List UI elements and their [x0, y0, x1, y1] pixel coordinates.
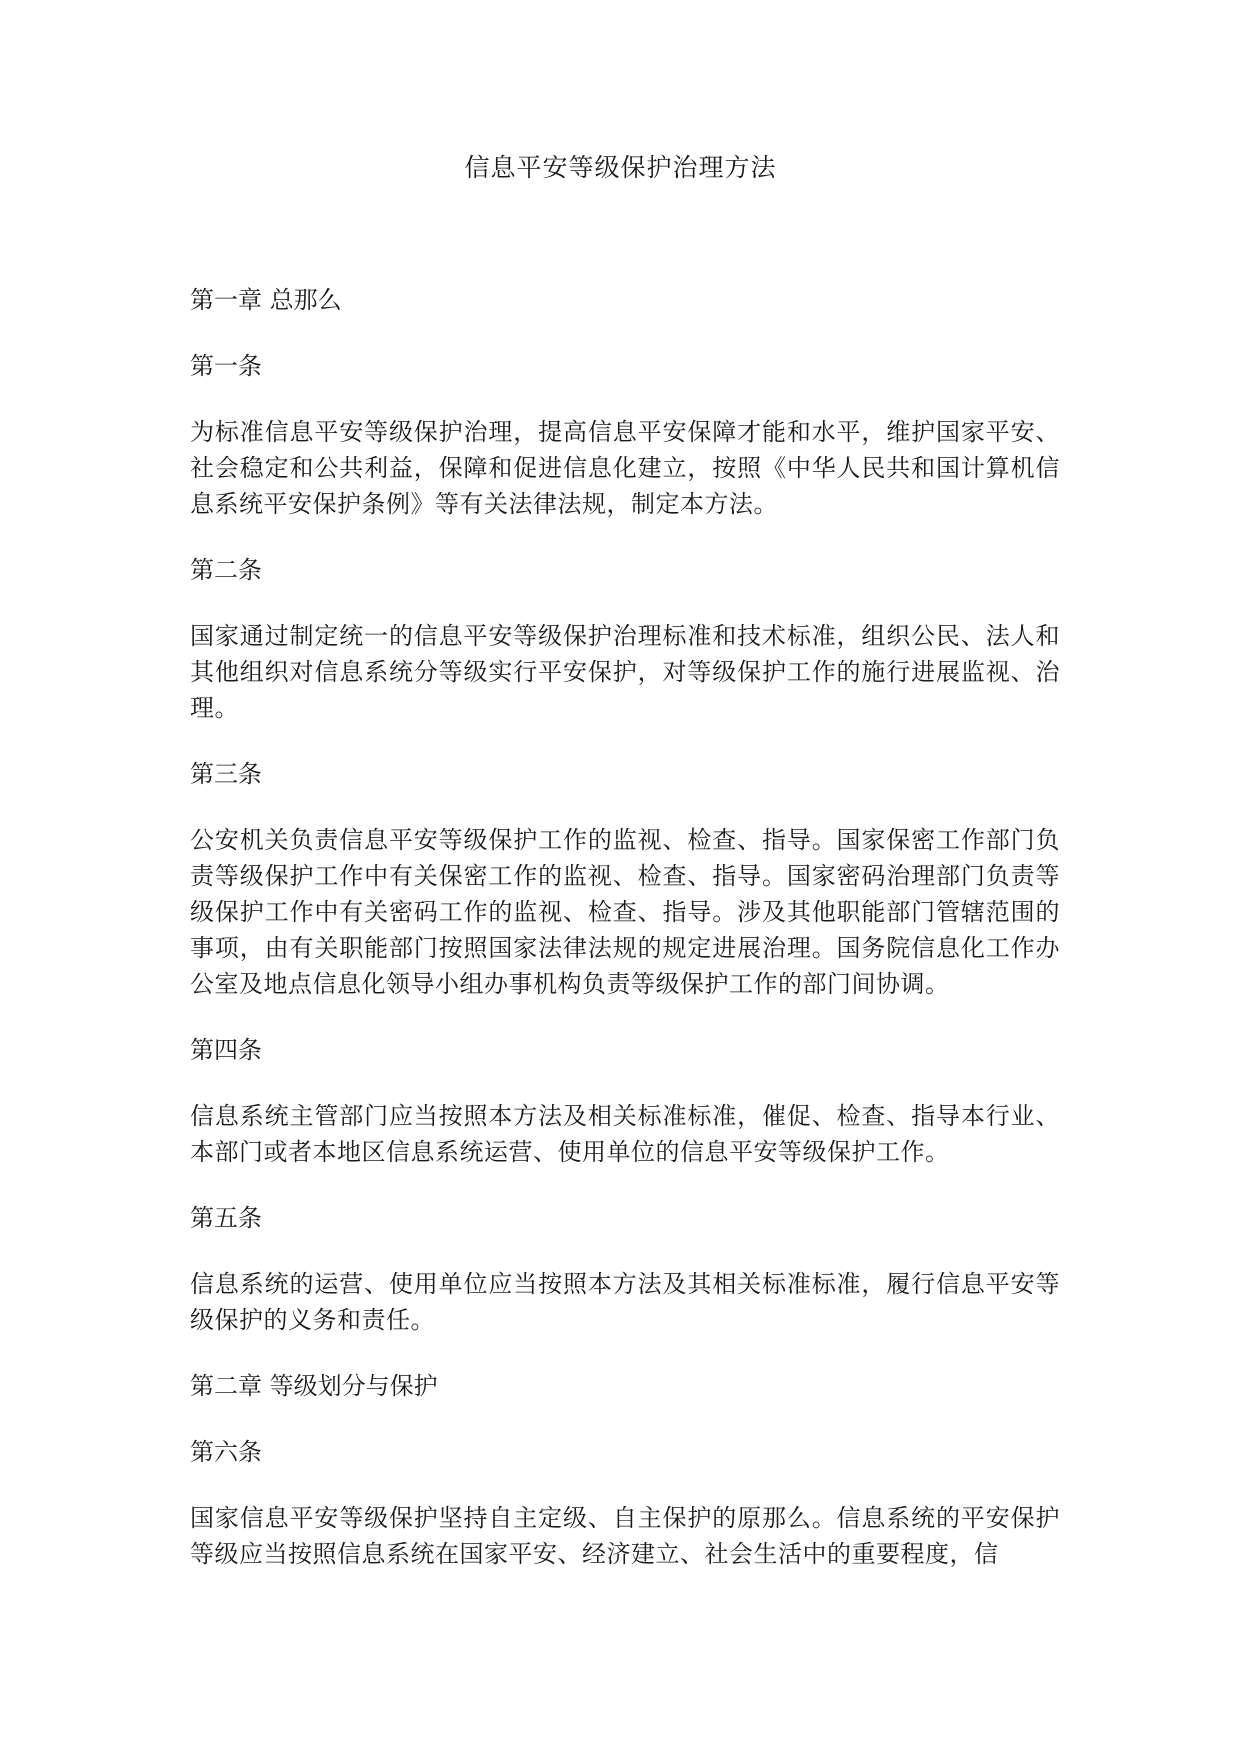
paragraph: 信息系统主管部门应当按照本方法及相关标准标准，催促、检查、指导本行业、本部门或者本地区信息系统运营、使用单位的信息平安等级保护工作。 — [190, 1102, 1060, 1166]
document-title: 信息平安等级保护治理方法 — [464, 153, 777, 182]
section-heading: 第一条 — [190, 352, 262, 380]
section-heading: 第六条 — [190, 1438, 262, 1466]
paragraph: 信息系统的运营、使用单位应当按照本方法及其相关标准标准，履行信息平安等级保护的义务和责任。 — [190, 1270, 1060, 1334]
section-heading: 第二章 等级划分与保护 — [190, 1372, 438, 1400]
paragraph: 国家信息平安等级保护坚持自主定级、自主保护的原那么。信息系统的平安保护等级应当按照信息系统在国家平安、经济建立、社会生活中的重要程度，信 — [190, 1504, 1060, 1568]
paragraph: 国家通过制定统一的信息平安等级保护治理标准和技术标准，组织公民、法人和其他组织对信息系统分等级实行平安保护，对等级保护工作的施行进展监视、治理。 — [190, 622, 1060, 722]
section-heading: 第四条 — [190, 1036, 262, 1064]
section-heading: 第二条 — [190, 556, 262, 584]
section-heading: 第五条 — [190, 1204, 262, 1232]
section-heading: 第三条 — [190, 760, 262, 788]
paragraph: 为标准信息平安等级保护治理，提高信息平安保障才能和水平，维护国家平安、社会稳定和公共利益，保障和促进信息化建立，按照《中华人民共和国计算机信息系统平安保护条例》等有关法律法规，制定本方法。 — [190, 418, 1060, 518]
section-heading: 第一章 总那么 — [190, 286, 342, 314]
paragraph: 公安机关负责信息平安等级保护工作的监视、检查、指导。国家保密工作部门负责等级保护工作中有关保密工作的监视、检查、指导。国家密码治理部门负责等级保护工作中有关密码工作的监视、检查、指导。涉及其他职能部门管辖范围的事项，由有关职能部门按照国家法律法规的规定进展治理。国务院信息化工作办公室及地点信息化领导小组办事机构负责等级保护工作的部门间协调。 — [190, 826, 1060, 998]
document-body — [190, 282, 1060, 1602]
